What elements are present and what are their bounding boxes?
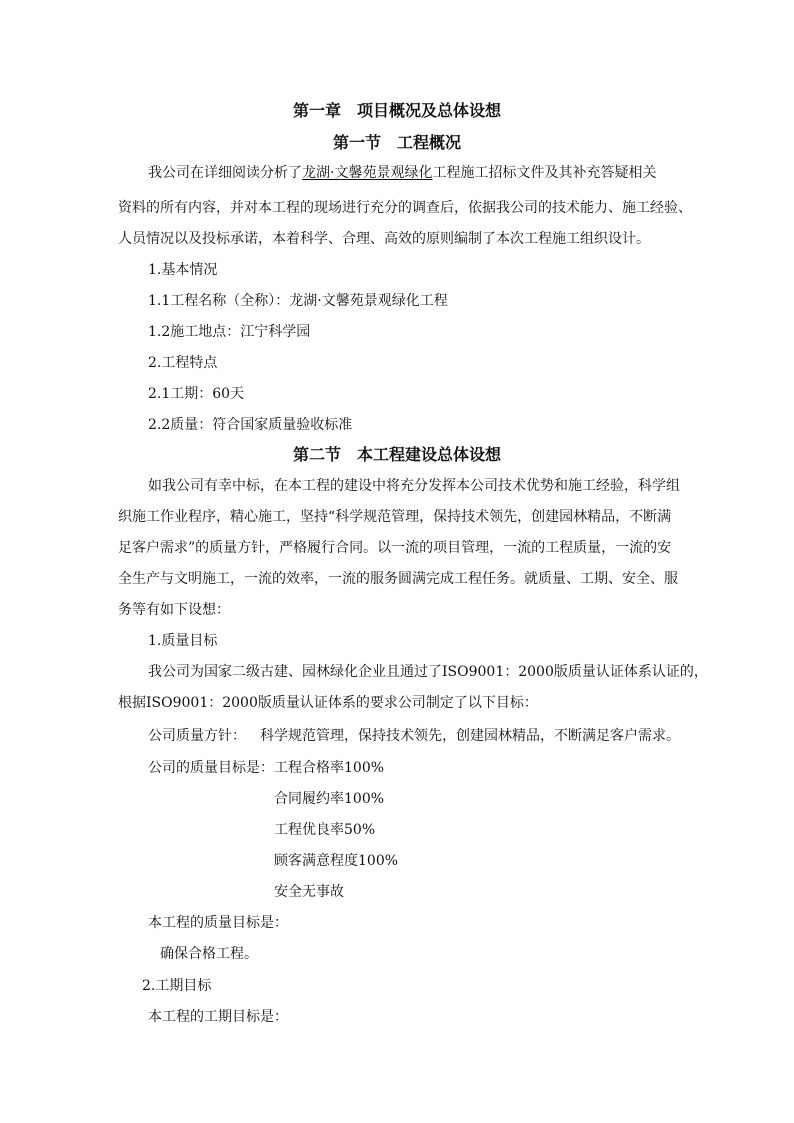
plan-para-line-2: 织施工作业程序，精心施工，坚持“科学规范管理，保持技术领先，创建园林精品，不断满	[118, 509, 672, 525]
quality-policy-text: 科学规范管理，保持技术领先，创建园林精品，不断满足客户需求。	[260, 728, 680, 744]
intro-line-3: 人员情况以及投标承诺，本着科学、合理、高效的原则编制了本次工程施工组织设计。	[118, 231, 650, 247]
chapter-title: 第一章 项目概况及总体设想	[292, 101, 501, 120]
intro-text-after: 工程施工招标文件及其补充答疑相关	[432, 165, 657, 181]
quality-policy-label: 公司质量方针：	[148, 728, 246, 744]
quality-target-item: 工程优良率50%	[274, 822, 376, 838]
quality-goal-heading: 1.质量目标	[148, 633, 218, 649]
certification-line-1: 我公司为国家二级古建、园林绿化企业且通过了ISO9001：2000版质量认证体系认证的，	[148, 664, 708, 680]
plan-para-line-4: 全生产与文明施工，一流的效率，一流的服务圆满完成工程任务。就质量、工期、安全、服	[118, 571, 678, 587]
plan-para-line-1: 如我公司有幸中标，在本工程的建设中将充分发挥本公司技术优势和施工经验，科学组	[148, 478, 680, 494]
certification-line-2: 根据ISO9001：2000版质量认证体系的要求公司制定了以下目标：	[118, 695, 538, 711]
basic-info-heading: 1.基本情况	[148, 262, 218, 278]
project-features-heading: 2.工程特点	[148, 355, 218, 371]
project-name-item: 1.1工程名称（全称）：龙湖·文馨苑景观绿化工程	[148, 293, 448, 309]
quality-targets-label: 公司的质量目标是：	[148, 760, 274, 776]
quality-target-item: 安全无事故	[274, 884, 344, 900]
plan-para-line-3: 足客户需求”的质量方针，严格履行合同。以一流的项目管理，一流的工程质量，一流的安	[118, 540, 672, 556]
section-title-overall-plan: 第二节 本工程建设总体设想	[292, 445, 501, 464]
quality-target-item: 合同履约率100%	[274, 791, 385, 807]
intro-text-before: 我公司在详细阅读分析了	[148, 165, 302, 181]
project-quality-goal-value: 确保合格工程。	[160, 946, 258, 962]
quality-item: 2.2质量：符合国家质量验收标准	[148, 417, 353, 433]
intro-line-2: 资料的所有内容，并对本工程的现场进行充分的调查后，依据我公司的技术能力、施工经验、	[118, 200, 692, 216]
duration-item: 2.1工期：60天	[148, 386, 245, 402]
quality-target-item: 顾客满意程度100%	[274, 853, 399, 869]
project-name-underlined: 龙湖·文馨苑景观绿化	[302, 165, 433, 181]
intro-line-1	[148, 163, 656, 183]
quality-target-item: 工程合格率100%	[274, 760, 385, 776]
plan-para-line-5: 务等有如下设想：	[118, 602, 230, 618]
construction-site-item: 1.2施工地点：江宁科学园	[148, 324, 311, 340]
schedule-goal-label: 本工程的工期目标是：	[148, 1009, 288, 1025]
section-title-overview: 第一节 工程概况	[332, 133, 461, 152]
project-quality-goal-label: 本工程的质量目标是：	[148, 915, 288, 931]
schedule-goal-heading: 2.工期目标	[142, 978, 212, 994]
